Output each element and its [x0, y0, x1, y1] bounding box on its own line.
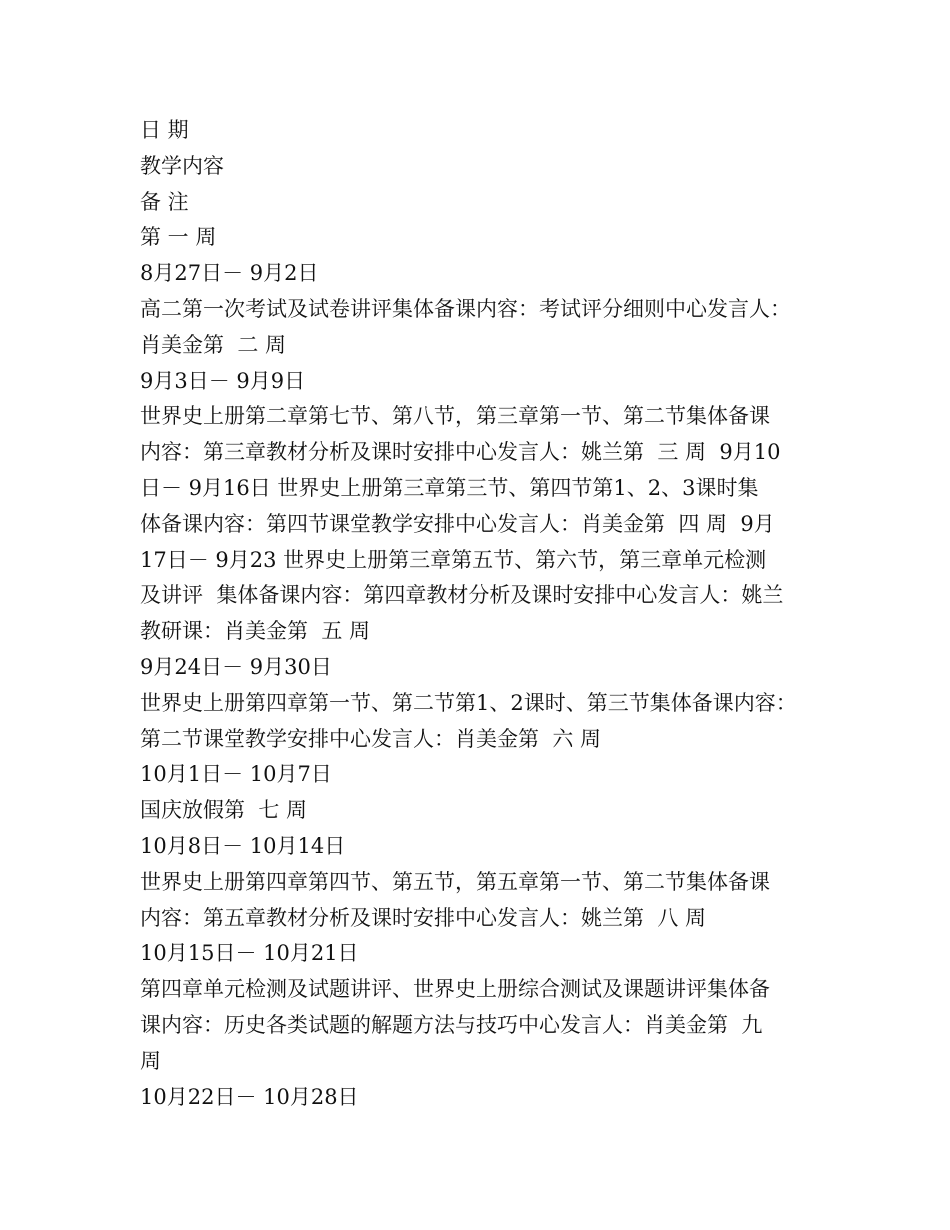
text-line: 备 注 [140, 189, 189, 214]
text-line: 世界史上册第四章第一节、第二节第1、2课时、第三节集体备课内容： [140, 690, 797, 715]
text-line: 高二第一次考试及试卷讲评集体备课内容：考试评分细则中心发言人： [140, 296, 791, 321]
text-line: 国庆放假第 七 周 [140, 798, 308, 823]
text-line: 日－ 9月16日 世界史上册第三章第三节、第四节第1、2、3课时集 [140, 475, 759, 500]
text-line: 世界史上册第二章第七节、第八节，第三章第一节、第二节集体备课 [140, 404, 770, 429]
text-line: 肖美金第 二 周 [140, 332, 287, 357]
text-line: 课内容：历史各类试题的解题方法与技巧中心发言人：肖美金第 九 [140, 1012, 763, 1037]
document-body [140, 113, 820, 1115]
text-line: 及讲评 集体备课内容：第四章教材分析及课时安排中心发言人：姚兰 [140, 583, 784, 608]
text-line: 周 [140, 1048, 161, 1073]
text-line: 10月15日－ 10月21日 [140, 941, 359, 966]
text-line: 10月1日－ 10月7日 [140, 762, 332, 787]
text-line: 8月27日－ 9月2日 [140, 261, 319, 286]
text-line: 内容：第五章教材分析及课时安排中心发言人：姚兰第 八 周 [140, 905, 707, 930]
text-line: 10月8日－ 10月14日 [140, 833, 346, 858]
text-line: 世界史上册第四章第四节、第五节，第五章第一节、第二节集体备课 [140, 869, 770, 894]
text-line: 10月22日－ 10月28日 [140, 1084, 359, 1109]
text-line: 教研课：肖美金第 五 周 [140, 619, 371, 644]
text-line: 9月3日－ 9月9日 [140, 368, 306, 393]
text-line: 第二节课堂教学安排中心发言人：肖美金第 六 周 [140, 726, 602, 751]
text-line: 第 一 周 [140, 225, 217, 250]
text-line: 体备课内容：第四节课堂教学安排中心发言人：肖美金第 四 周 9月 [140, 511, 775, 536]
text-line: 内容：第三章教材分析及课时安排中心发言人：姚兰第 三 周 9月10 [140, 440, 781, 465]
text-line: 日 期 [140, 118, 189, 142]
text-line: 教学内容 [140, 153, 224, 178]
text-line: 9月24日－ 9月30日 [140, 654, 332, 679]
text-line: 第四章单元检测及试题讲评、世界史上册综合测试及课题讲评集体备 [140, 977, 770, 1002]
text-line: 17日－ 9月23 世界史上册第三章第五节、第六节，第三章单元检测 [140, 547, 767, 572]
